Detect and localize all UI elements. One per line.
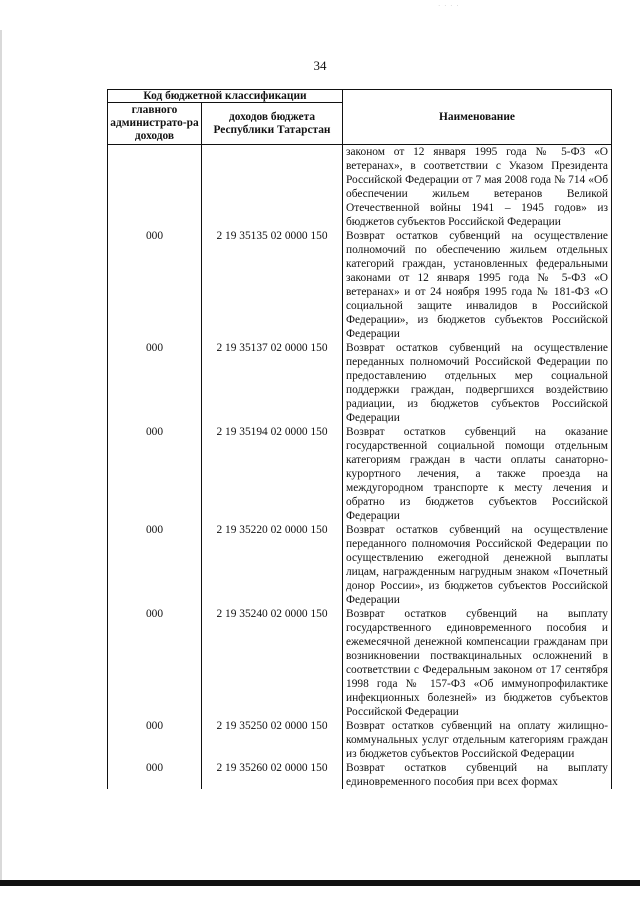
table-body [108, 145, 612, 790]
cell-admin: 000 [108, 607, 202, 719]
budget-classification-table [107, 89, 612, 789]
cell-admin: 000 [108, 425, 202, 523]
table-row-continuation [108, 145, 612, 230]
table-row [108, 425, 612, 523]
table-row [108, 341, 612, 425]
cell-admin: 000 [108, 719, 202, 761]
page-number: 34 [313, 58, 327, 73]
header-name: Наименование [343, 90, 612, 145]
table-row [108, 523, 612, 607]
cell-code: 2 19 35194 02 0000 150 [202, 425, 343, 523]
cell-code: 2 19 35135 02 0000 150 [202, 229, 343, 341]
cell-code: 2 19 35220 02 0000 150 [202, 523, 343, 607]
header-budget-classification-code: Код бюджетной классификации [108, 90, 343, 103]
cell-code: 2 19 35137 02 0000 150 [202, 341, 343, 425]
table-row [108, 761, 612, 789]
cell-name: Возврат остатков субвенций на выплату единовременного пособия при всех формах [343, 761, 612, 789]
table-row [108, 719, 612, 761]
cell-admin [108, 145, 202, 230]
cell-name: Возврат остатков субвенций на оказание государственной социальной помощи отдельным категориям граждан в части оплаты санаторно-курортного лечения, а также проезда на междугородном транспорте к месту лечения и обратно из бюджетов субъектов Российской Федерации [343, 425, 612, 523]
cell-name: Возврат остатков субвенций на выплату государственного единовременного пособия и ежемесячной денежной компенсации гражданам при возникновении поствакцинальных осложнений в соответствии с Федеральным законом от 17 сентября 1998 года № 157-ФЗ «Об иммунопрофилактике инфекционных болезней» из бюджетов субъектов Российской Федерации [343, 607, 612, 719]
header-revenue-code: доходов бюджета Республики Татарстан [202, 103, 343, 145]
cell-admin: 000 [108, 229, 202, 341]
cell-name: Возврат остатков субвенций на осуществление переданного полномочия Российской Федерации по осуществлению ежегодной денежной выплаты лицам, награжденным нагрудным знаком «Почетный донор России», из бюджетов субъектов Российской Федерации [343, 523, 612, 607]
cell-code [202, 145, 343, 230]
cell-admin: 000 [108, 761, 202, 789]
cell-name: Возврат остатков субвенций на оплату жилищно-коммунальных услуг отдельным категориям граждан из бюджетов субъектов Российской Федерации [343, 719, 612, 761]
cell-code: 2 19 35260 02 0000 150 [202, 761, 343, 789]
cell-code: 2 19 35250 02 0000 150 [202, 719, 343, 761]
table-row [108, 229, 612, 341]
header-main-administrator: главного администрато-ра доходов [108, 103, 202, 145]
cell-name: Возврат остатков субвенций на осуществление переданных полномочий Российской Федерации по предоставлению отдельных мер социальной поддержки граждан, подвергшихся воздействию радиации, из бюджетов субъектов Российской Федерации [343, 341, 612, 425]
table-header [108, 90, 612, 145]
scan-edge-shadow [0, 30, 2, 886]
scan-mark: · · · · [438, 2, 460, 10]
cell-name: законом от 12 января 1995 года № 5-ФЗ «О ветеранах», в соответствии с Указом Президента Российской Федерации от 7 мая 2008 года № 714 «Об обеспечении жильем ветеранов Великой Отечественной войны 1941 – 1945 годов» из бюджетов субъектов Российской Федерации [343, 145, 612, 230]
cell-admin: 000 [108, 341, 202, 425]
scan-bottom-edge [0, 880, 640, 886]
table-row [108, 607, 612, 719]
cell-code: 2 19 35240 02 0000 150 [202, 607, 343, 719]
cell-admin: 000 [108, 523, 202, 607]
cell-name: Возврат остатков субвенций на осуществление полномочий по обеспечению жильем отдельных категорий граждан, установленных федеральными законами от 12 января 1995 года № 5-ФЗ «О ветеранах» и от 24 ноября 1995 года № 181-ФЗ «О социальной защите инвалидов в Российской Федерации», из бюджетов субъектов Российской Федерации [343, 229, 612, 341]
